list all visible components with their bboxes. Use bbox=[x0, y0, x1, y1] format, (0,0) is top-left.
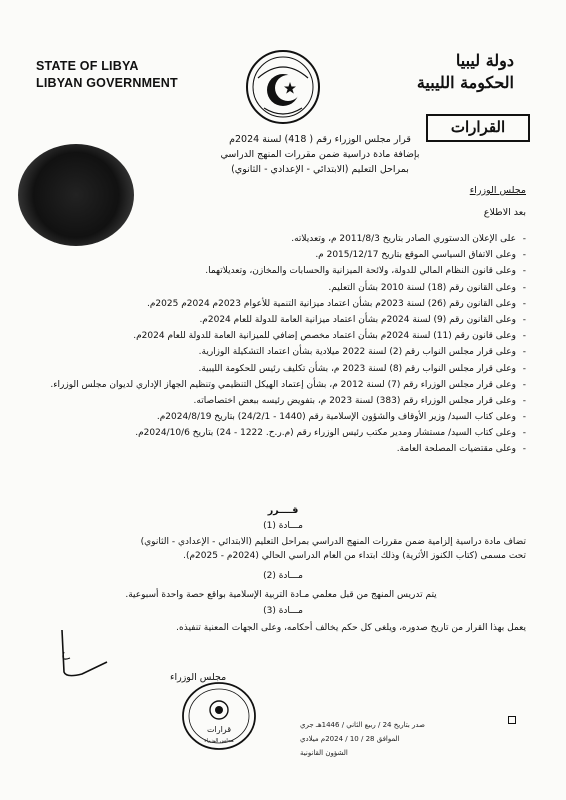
preamble-list bbox=[36, 231, 526, 458]
council-heading: مجلس الوزراء bbox=[469, 185, 526, 196]
list-item: - وعلى قانون النظام المالي للدولة، ولائحة الميزانية والحسابات والمخازن، وتعديلاتهما. bbox=[205, 266, 526, 277]
decree-subject: بإضافة مادة دراسية ضمن مقررات المنهج الدراسي bbox=[220, 149, 420, 160]
list-item: - وعلى قرار مجلس النواب رقم (8) لسنة 2023 م، بشأن تكليف رئيس للحكومة الليبية. bbox=[198, 363, 526, 374]
stamp-label: قرارات bbox=[206, 725, 232, 734]
article-1-line: تحت مسمى (كتاب الكنوز الأثرية) وذلك ابتداء من العام الدراسي الحالي (2024م - 2025م). bbox=[183, 551, 526, 561]
checkbox-marker bbox=[508, 716, 516, 724]
article-1-heading: مـــادة (1) bbox=[263, 521, 303, 531]
after-review-heading: بعد الاطلاع bbox=[483, 207, 526, 218]
article-1-text bbox=[36, 535, 526, 563]
article-3-heading: مـــادة (3) bbox=[263, 606, 303, 616]
official-stamp-icon bbox=[180, 680, 258, 752]
libya-emblem-icon bbox=[244, 48, 322, 126]
decree-number: قرار مجلس الوزراء رقم ( 418) لسنة 2024م bbox=[229, 134, 411, 145]
list-item: - وعلى القانون رقم (9) لسنة 2024م بشأن اعتماد ميزانية العامة للدولة للعام 2024م. bbox=[199, 315, 526, 326]
list-item: - على الإعلان الدستوري الصادر بتاريخ 2011/8/3 م، وتعديلاته. bbox=[291, 234, 526, 244]
stamp-sublabel: مجلس الوزراء bbox=[204, 738, 234, 744]
list-item: - وعلى الاتفاق السياسي الموقع بتاريخ 2015/12/17 م. bbox=[315, 250, 526, 261]
legal-affairs-label: الشؤون القانونية bbox=[300, 749, 348, 757]
article-2-heading: مـــادة (2) bbox=[263, 571, 303, 581]
list-item: - وعلى قرار مجلس الوزراء رقم (7) لسنة 2012 م، بشأن إعتماد الهيكل التنظيمي وتنظيم الجهاز الإداري لديوان مجلس الوزراء. bbox=[50, 379, 526, 390]
decree-title bbox=[150, 132, 490, 177]
decree-stages: بمراحل التعليم (الابتدائي - الإعدادي - الثانوي) bbox=[231, 164, 409, 175]
list-item: - وعلى كتاب السيد/ وزير الأوقاف والشؤون الإسلامية رقم (1440 - 24/2/1) بتاريخ 2024/8/19م. bbox=[156, 412, 526, 423]
list-item: - وعلى قرار مجلس الوزراء رقم (383) لسنة 2023 م، بتفويض رئيسه ببعض اختصاصاته. bbox=[193, 395, 526, 406]
government-title-ar: الحكومة الليبية bbox=[416, 73, 514, 92]
article-2-text: يتم تدريس المنهج من قبل معلمي مـادة التربية الإسلامية بواقع حصة واحدة أسبوعية. bbox=[125, 590, 437, 600]
list-item: - وعلى كتاب السيد/ مستشار ومدير مكتب رئيس الوزراء رقم (م.ر.ح. 1222 - 24) بتاريخ 2024/10/6م. bbox=[135, 428, 526, 439]
list-item: - وعلى قرار مجلس النواب رقم (2) لسنة 2022 ميلادية بشأن اعتماد التشكيلة الوزارية. bbox=[198, 347, 526, 358]
decided-heading: قــــرر bbox=[267, 505, 299, 516]
signature-label: مجلس الوزراء bbox=[170, 672, 227, 683]
list-item: - وعلى القانون رقم (18) لسنة 2010 بشأن التعليم. bbox=[328, 282, 526, 293]
arabic-header bbox=[417, 50, 514, 94]
government-title-en: LIBYAN GOVERNMENT bbox=[36, 76, 178, 90]
issue-date-hijri: صدر بتاريخ 24 / ربيع الثاني / 1446هـ جري bbox=[300, 721, 426, 729]
signature-icon bbox=[52, 622, 142, 682]
issue-date-gregorian: الموافق 28 / 10 / 2024م ميلادي bbox=[300, 735, 400, 743]
state-title-ar: دولة ليبيا bbox=[455, 51, 514, 70]
list-item: - وعلى مقتضيات المصلحة العامة. bbox=[396, 444, 526, 455]
english-header bbox=[36, 58, 178, 92]
list-item: - وعلى قانون رقم (11) لسنة 2024م بشأن اعتماد مخصص إضافي للميزانية العامة للدولة للعام 2024م. bbox=[133, 331, 526, 342]
section-title: القرارات bbox=[426, 114, 530, 142]
article-3-text: يعمل بهذا القرار من تاريخ صدوره، ويلغى كل حكم يخالف أحكامه، وعلى الجهات المعنية تنفيذه. bbox=[176, 623, 526, 633]
state-title-en: STATE OF LIBYA bbox=[36, 59, 139, 73]
article-1-line: تضاف مادة دراسية إلزامية ضمن مقررات المنهج الدراسي بمراحل التعليم (الابتدائي - الإعدادي - الثانوي) bbox=[140, 537, 526, 547]
list-item: - وعلى القانون رقم (26) لسنة 2023م بشأن اعتماد ميزانية التنمية للأعوام 2023م 2024م 2025م. bbox=[146, 298, 526, 309]
